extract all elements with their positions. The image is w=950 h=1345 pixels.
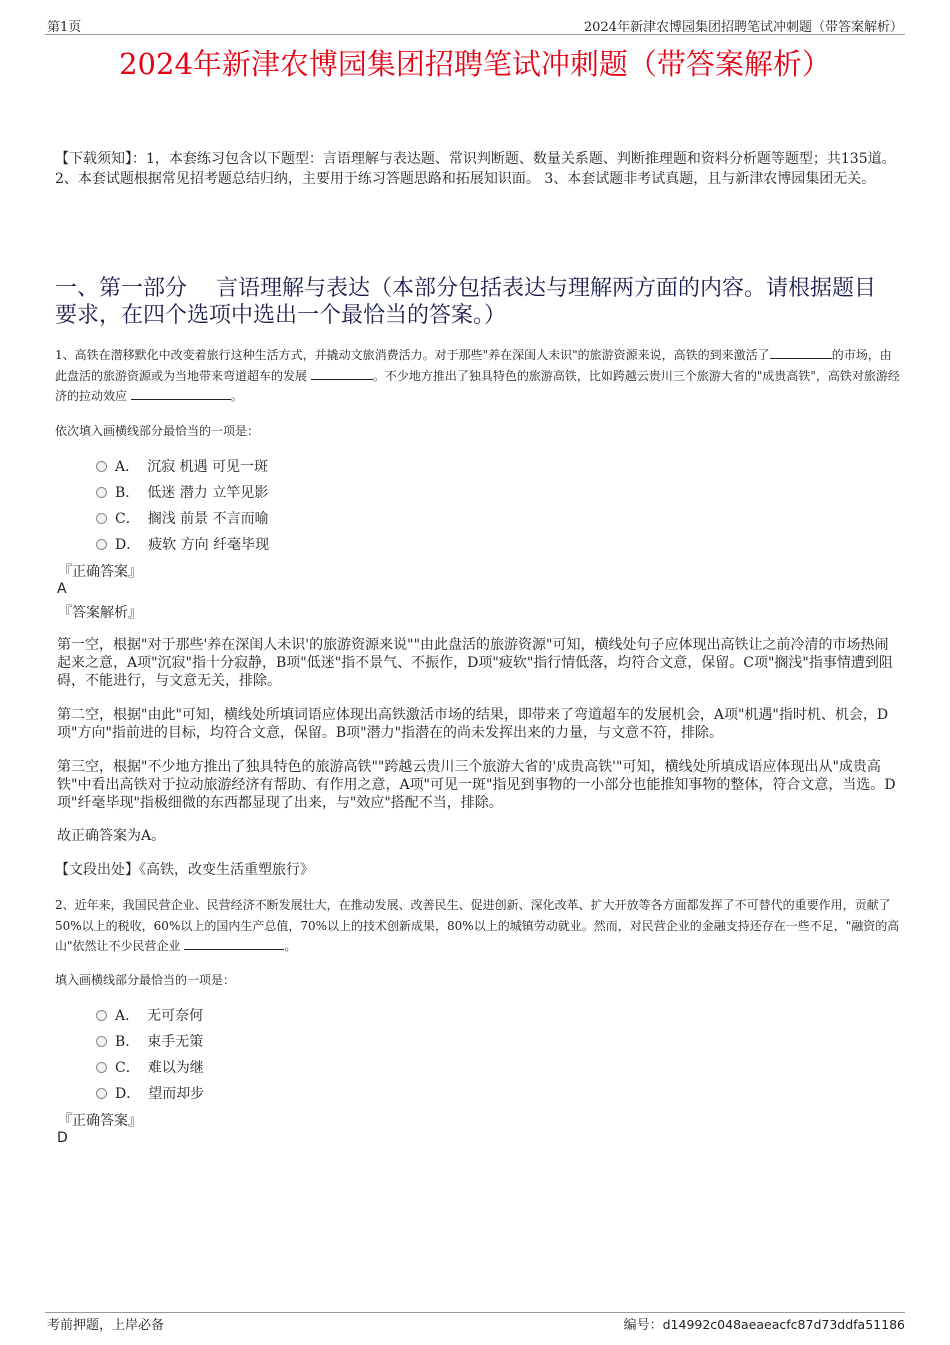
passage-source: 【文段出处】《高铁，改变生活重塑旅行》 xyxy=(55,862,314,878)
stem-text: 2、近年来，我国民营企业、民营经济不断发展壮大，在推动发展、改善民生、促进创新、深化改革、扩大开放等各方面都发挥了不可替代的重要作用，贡献了50%以上的税收，60%以上的国内生产总值，70%以上的技术创新成果，80%以上的城镇劳动就业。然而，对民营企业的金融支持还存在一些不足，"融资的高山"依然让不少民营企业 xyxy=(55,898,900,953)
analysis-paragraph: 第三空，根据"不少地方推出了独具特色的旅游高铁""跨越云贵川三个旅游大省的'成贵高铁'"可知，横线处所填成语应体现出从"成贵高铁"中看出高铁对于拉动旅游经济有帮助、有作用之意，A项"可见一斑"指见到事物的一小部分也能推知事物的整体，符合文意，当选。D项"纤毫毕现"指极细微的东西都显现了出来，与"效应"搭配不当，排除。 xyxy=(57,759,896,811)
analysis-conclusion: 故正确答案为A。 xyxy=(57,828,166,844)
analysis-paragraph: 第二空，根据"由此"可知，横线处所填词语应体现出高铁激活市场的结果，即带来了弯道超车的发展机会，A项"机遇"指时机、机会，D项"方向"指前进的目标，均符合文意，保留。B项"潜力"指潜在的尚未发挥出来的力量，与文意不符，排除。 xyxy=(57,707,889,741)
question-2-stem xyxy=(55,895,900,957)
download-notice: 【下载须知】：1，本套练习包含以下题型：言语理解与表达题、常识判断题、数量关系题、判断推理题和资料分析题等题型；共135道。 2、本套试题根据常见招考题总结归纳，主要用于练习答题思路和拓展知识面。 3、本套试题非考试真题，且与新津农博园集团无关。 xyxy=(55,151,896,187)
page-number: 第1页 xyxy=(47,20,82,35)
question-2-prompt: 填入画横线部分最恰当的一项是： xyxy=(55,973,236,987)
option-b[interactable]: B． 束手无策 xyxy=(96,1031,203,1051)
footer-code: 编号：d14992c048aeaeacfc87d73ddfa51186 xyxy=(623,1317,905,1333)
option-a[interactable]: A． 无可奈何 xyxy=(96,1005,203,1025)
section-heading: 一、第一部分 言语理解与表达（本部分包括表达与理解两方面的内容。请根据题目要求，在四个选项中选出一个最恰当的答案。） xyxy=(55,276,876,328)
option-d[interactable]: D． 望而却步 xyxy=(96,1083,204,1103)
stem-text: 。 xyxy=(230,389,243,403)
radio-icon[interactable] xyxy=(96,539,107,550)
stem-text: 。不少地方推出了独具特色的旅游高铁，比如跨越云贵川三个旅游大省的"成贵高铁"，高铁对旅游经济的拉动效应 xyxy=(55,368,900,403)
analysis-paragraph: 第一空，根据"对于那些'养在深闺人未识'的旅游资源来说""由此盘活的旅游资源"可知，横线处句子应体现出高铁让之前冷清的市场热闹起来之意，A项"沉寂"指十分寂静，B项"低迷"指不景气、不振作，D项"疲软"指行情低落，均符合文意，保留。C项"搁浅"指事情遭到阻碍，不能进行，与文意无关，排除。 xyxy=(57,637,893,689)
header-doc-title: 2024年新津农博园集团招聘笔试冲刺题（带答案解析） xyxy=(583,20,903,35)
answer-label: 『正确答案』 xyxy=(58,564,142,580)
blank-1 xyxy=(184,937,284,950)
stem-text: 的市场，由此盘活的旅游资源或为当地带来弯道超车的发展 xyxy=(55,348,892,383)
answer-value: A xyxy=(57,581,67,597)
answer-value: D xyxy=(57,1130,68,1146)
stem-text: 。 xyxy=(284,939,297,953)
blank-1 xyxy=(770,346,832,359)
option-a[interactable]: A． 沉寂 机遇 可见一斑 xyxy=(96,456,268,476)
radio-icon[interactable] xyxy=(96,487,107,498)
stem-text: 1、高铁在潜移默化中改变着旅行这种生活方式，并撬动文旅消费活力。对于那些"养在深闺人未识"的旅游资源来说，高铁的到来激活了 xyxy=(55,348,770,362)
option-c[interactable]: C． 搁浅 前景 不言而喻 xyxy=(96,508,269,528)
radio-icon[interactable] xyxy=(96,1088,107,1099)
analysis-label: 『答案解析』 xyxy=(58,605,142,621)
question-1-stem xyxy=(55,345,900,407)
option-b[interactable]: B． 低迷 潜力 立竿见影 xyxy=(96,482,268,502)
footer-divider xyxy=(45,1312,905,1313)
option-d[interactable]: D． 疲软 方向 纤毫毕现 xyxy=(96,534,269,554)
blank-2 xyxy=(311,367,373,380)
page-title: 2024年新津农博园集团招聘笔试冲刺题（带答案解析） xyxy=(119,47,831,81)
option-c[interactable]: C． 难以为继 xyxy=(96,1057,204,1077)
radio-icon[interactable] xyxy=(96,1036,107,1047)
answer-label: 『正确答案』 xyxy=(58,1113,142,1129)
radio-icon[interactable] xyxy=(96,461,107,472)
blank-3 xyxy=(131,387,231,400)
radio-icon[interactable] xyxy=(96,1010,107,1021)
radio-icon[interactable] xyxy=(96,513,107,524)
footer-slogan: 考前押题，上岸必备 xyxy=(47,1318,165,1333)
header-divider xyxy=(45,34,905,35)
question-1-prompt: 依次填入画横线部分最恰当的一项是： xyxy=(55,424,260,438)
radio-icon[interactable] xyxy=(96,1062,107,1073)
